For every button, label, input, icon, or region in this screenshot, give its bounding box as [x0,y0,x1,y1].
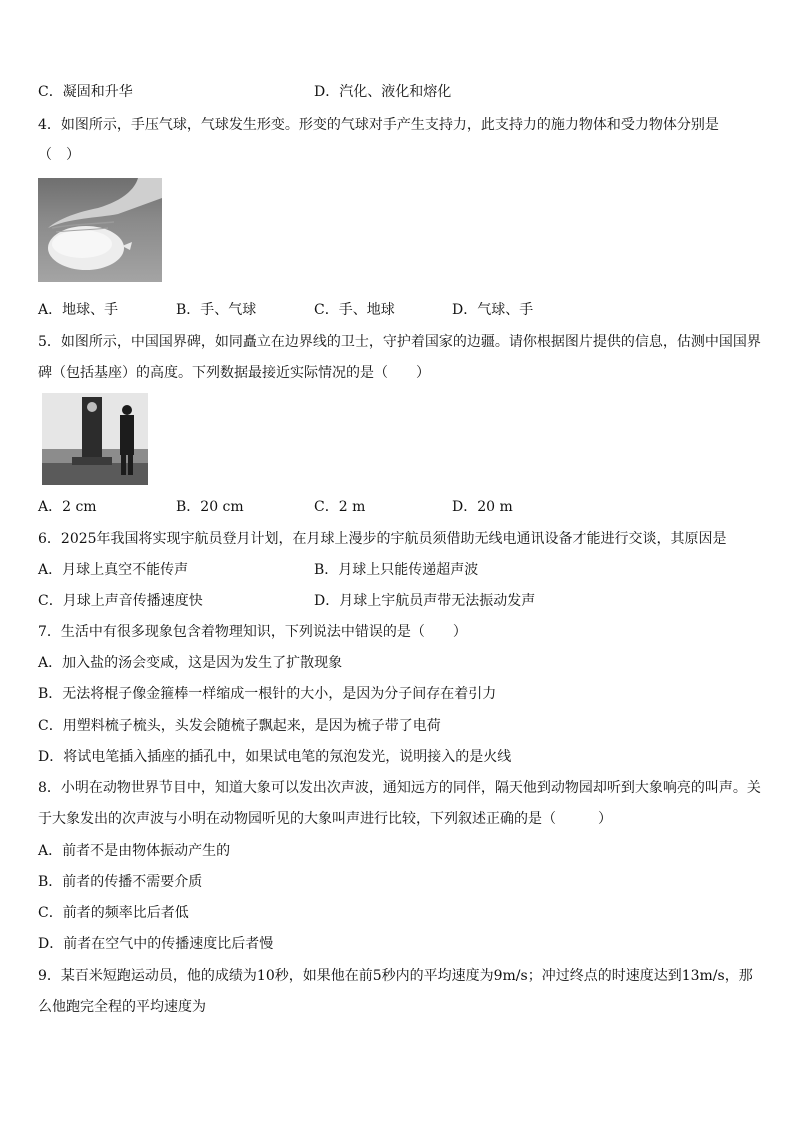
q8-stem-line1: 8．小明在动物世界节目中，知道大象可以发出次声波，通知远方的同伴，隔天他到动物园却听到大象响亮的叫声。关 [38,780,761,796]
q5-stem-line1: 5．如图所示，中国国界碑，如同矗立在边界线的卫士，守护着国家的边疆。请你根据图片提供的信息，估测中国国界 [38,334,761,350]
q8-stem-line2: 于大象发出的次声波与小明在动物园听见的大象叫声进行比较，下列叙述正确的是（ ） [38,811,612,827]
q7-option-d: D．将试电笔插入插座的插孔中，如果试电笔的氖泡发光，说明接入的是火线 [38,749,512,765]
q7-stem: 7．生活中有很多现象包含着物理知识，下列说法中错误的是（ ） [38,624,467,640]
q5-option-d: D．20 m [452,499,513,515]
q4-option-b: B．手、气球 [176,302,257,318]
q3-option-d: D．汽化、液化和熔化 [314,84,452,100]
q4-stem-line2: （ ） [38,147,80,163]
q7-option-b: B．无法将棍子像金箍棒一样缩成一根针的大小，是因为分子间存在着引力 [38,686,497,702]
q6-option-d: D．月球上宇航员声带无法振动发声 [314,593,536,609]
q6-option-b: B．月球上只能传递超声波 [314,562,479,578]
q8-option-d: D．前者在空气中的传播速度比后者慢 [38,936,274,952]
q4-stem-line1: 4．如图所示，手压气球，气球发生形变。形变的气球对手产生支持力，此支持力的施力物体和受力物体分别是 [38,117,719,133]
balloon-hand-photo [38,178,162,282]
q9-stem-line2: 么他跑完全程的平均速度为 [38,999,206,1015]
q4-option-a: A．地球、手 [38,302,119,318]
q6-option-a: A．月球上真空不能传声 [38,562,189,578]
q7-option-a: A．加入盐的汤会变咸，这是因为发生了扩散现象 [38,655,343,671]
q7-option-c: C．用塑料梳子梳头，头发会随梳子飘起来，是因为梳子带了电荷 [38,718,441,734]
q5-option-c: C．2 m [314,499,366,515]
q5-option-a: A．2 cm [38,499,97,515]
q3-option-c: C．凝固和升华 [38,84,133,100]
q5-option-b: B．20 cm [176,499,244,515]
q8-option-c: C．前者的频率比后者低 [38,905,189,921]
q4-option-c: C．手、地球 [314,302,395,318]
q8-option-a: A．前者不是由物体振动产生的 [38,843,231,859]
q4-option-d: D．气球、手 [452,302,534,318]
q6-option-c: C．月球上声音传播速度快 [38,593,203,609]
border-monument-photo [42,393,148,485]
q8-option-b: B．前者的传播不需要介质 [38,874,203,890]
q9-stem-line1: 9．某百米短跑运动员，他的成绩为10秒，如果他在前5秒内的平均速度为9m/s；冲过终点的时速度达到13m/s，那 [38,968,753,984]
q5-stem-line2: 碑（包括基座）的高度。下列数据最接近实际情况的是（ ） [38,365,430,381]
q6-stem: 6．2025年我国将实现宇航员登月计划，在月球上漫步的宇航员须借助无线电通讯设备才能进行交谈，其原因是 [38,531,727,547]
